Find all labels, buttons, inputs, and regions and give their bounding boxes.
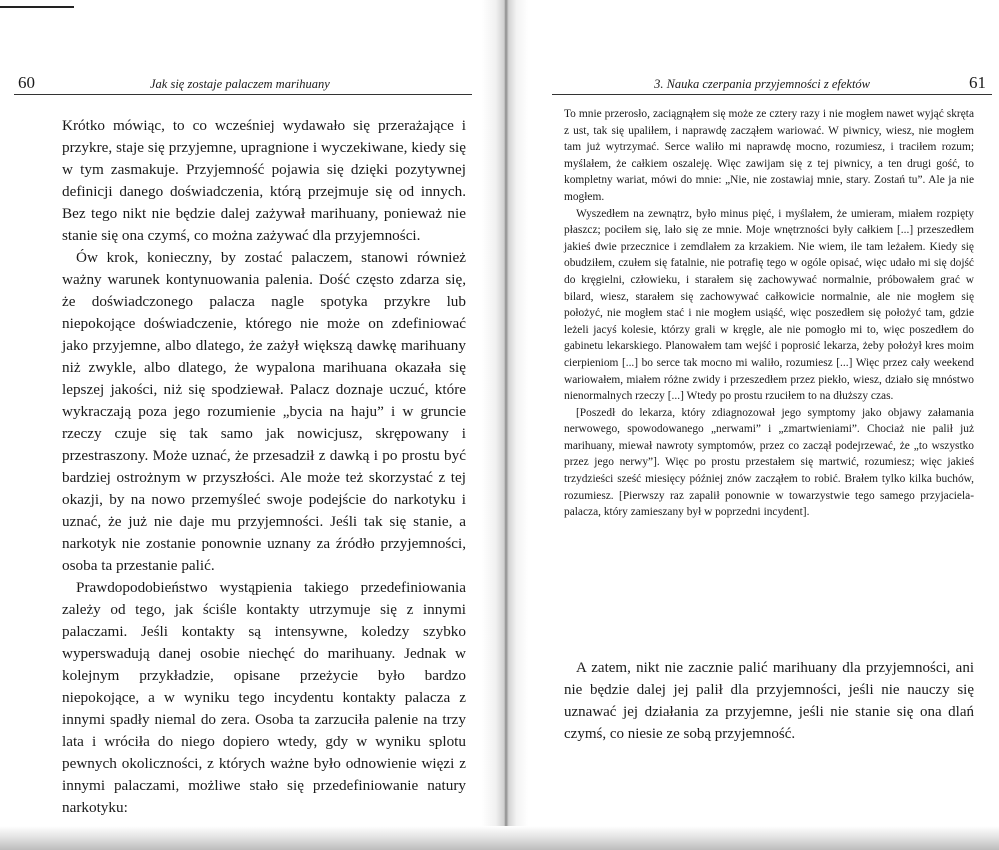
left-paragraph-1: Krótko mówiąc, to co wcześniej wydawało się przerażające i przykre, staje się przyjemne, upragnione i wyczekiwane, kiedy się w tym zasmakuje. Przyjemność pojawia się dzięki pozytywnej definicji danego doświadczenia, którą przejmuje się od innych. Bez tego nikt nie będzie dalej zażywał marihuany, ponieważ nie stanie się ona czymś, co można zażywać dla przyjemności.	[62, 117, 466, 244]
left-page	[0, 0, 482, 820]
quote-paragraph-1: To mnie przerosło, zaciągnąłem się może ze cztery razy i nie mogłem nawet wyjąć skręta z ust, tak się upaliłem, i naprawdę zacząłem wariować. W piwnicy, wiesz, nie mogłem tam już wytrzymać. Serce waliło mi naprawdę mocno, rozumiesz, i traciłem rozum; myślałem, że całkiem oszaleję. Więc zawijam się z tej piwnicy, a ten drugi gość, to kompletny wariat, mówi do mnie: „Nie, nie zostawiaj mnie, stary. Zostań tu”. Ale ja nie mogłem.	[564, 108, 974, 203]
left-paragraph-2: Ów krok, konieczny, by zostać palaczem, stanowi również ważny warunek kontynuowania palenia. Dość często zdarza się, że doświadczonego palacza nagle spotyka przykre lub niepokojące doświadczenie, którego nie może on zdefiniować jako przyjemne, albo dlatego, że zażył większą dawkę marihuany niż zwykle, albo dlatego, że wypalona marihuana okazała się lepszej jakości, niż się spodziewał. Palacz doznaje uczuć, które wykraczają poza jego rozumienie „bycia na haju” i w gruncie rzeczy czuje się tak samo jak nowicjusz, skrępowany i przestraszony. Może uznać, że przesadził z dawką i po prostu być bardziej ostrożnym w przyszłości. Ale może też skorzystać z tej okazji, by na nowo przemyśleć swoje podejście do narkotyku i uznać, że już nie daje mu przyjemności. Jeśli tak się stanie, a narkotyk nie zostanie ponownie uznany za źródło przyjemności, osoba ta przestanie palić.	[62, 249, 466, 574]
left-page-body	[62, 115, 466, 819]
bottom-scan-shadow	[0, 826, 999, 850]
quote-paragraph-2: Wyszedłem na zewnątrz, było minus pięć, i myślałem, że umieram, miałem rozpięty płaszcz; pociłem się, lało się ze mnie. Moje wnętrzności były całkiem [...] przeszedłem jakieś dwie przecznice i zemdlałem za krzakiem. Nie wiem, ile tam leżałem. Kiedy się obudziłem, czułem się fatalnie, nie potrafię tego w ogóle opisać, więc udało mi się dojść do kręgielni, człowieku, i starałem się zachowywać normalnie, próbowałem grać w bilard, wiesz, starałem się zachowywać całkowicie normalnie, ale nie mogłem się położyć, nie mogłem stać i nie mogłem usiąść, więc poszedłem się położyć tam, gdzie leżeli jacyś kolesie, którzy grali w kręgle, ale nie pomogło mi to, więc poszedłem do gabinetu lekarskiego. Planowałem tam wejść i poprosić lekarza, żeby położył kres moim cierpieniom [...] bo serce tak mocno mi waliło, rozumiesz [...] Więc przez cały weekend wariowałem, miałem różne zwidy i przeszedłem przez piekło, wiesz, działo się mnóstwo nienormalnych rzeczy [...] Wtedy po prostu rzuciłem to na dłuższy czas.	[564, 207, 974, 403]
quote-paragraph-3: [Poszedł do lekarza, który zdiagnozował jego symptomy jako objawy załamania nerwowego, spowodowanego „nerwami” i „zmartwieniami”. Chociaż nie palił już marihuany, miewał nawroty symptomów, przez co zaczął podejrzewać, że „to wszystko przez jego nerwy”]. Więc po prostu przestałem się martwić, rozumiesz; więc jakieś trzydzieści sześć miesięcy później znów zacząłem to robić. Brałem tylko kilka buchów, rozumiesz. [Pierwszy raz zapalił ponownie w towarzystwie tego samego przyjaciela-palacza, który zamieszany był w poprzedni incydent].	[564, 406, 974, 519]
left-page-header	[14, 72, 472, 95]
closing-paragraph: A zatem, nikt nie zacznie palić marihuany dla przyjemności, ani nie będzie dalej jej palił dla przyjemności, jeśli nie nauczy się uznawać jej działania za przyjemne, jeśli nie stanie się ona dlań czymś, co niesie ze sobą przyjemność.	[564, 660, 974, 742]
right-page-body	[564, 657, 974, 745]
left-paragraph-3: Prawdopodobieństwo wystąpienia takiego przedefiniowania zależy od tego, jak ściśle kontakty utrzymuje się z innymi palaczami. Jeśli kontakty są intensywne, koledzy szybko wyperswadują danej osobie niechęć do marihuany. Jednak w kolejnym przykładzie, opisane przeżycie było bardzo niepokojące, a w wyniku tego incydentu kontakty palacza z innymi spadły niemal do zera. Osoba ta zarzuciła palenie na trzy lata i wróciła do niego dopiero wtedy, gdy w wyniku splotu pewnych okoliczności, z których ważne było odnowienie więzi z innymi palaczami, możliwe stało się przedefiniowanie natury narkotyku:	[62, 579, 466, 816]
book-gutter	[482, 0, 528, 850]
right-page-number: 61	[969, 73, 986, 92]
interview-quote	[564, 106, 974, 521]
left-running-header: Jak się zostaje palaczem marihuany	[150, 77, 330, 91]
right-page-header	[552, 72, 992, 95]
right-running-header: 3. Nauka czerpania przyjemności z efektów	[654, 77, 870, 91]
right-page	[528, 0, 999, 820]
left-page-number: 60	[18, 73, 35, 92]
